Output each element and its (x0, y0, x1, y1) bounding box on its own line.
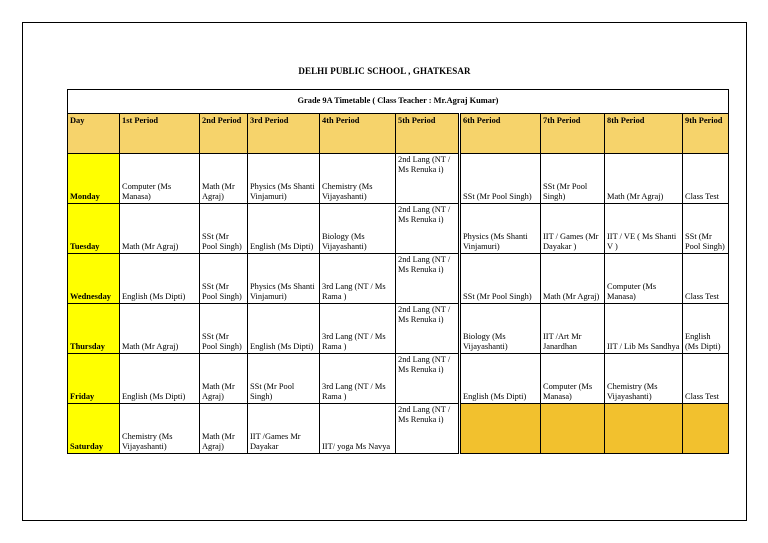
header-period-3: 3rd Period (248, 114, 320, 154)
period-cell: SSt (Mr Pool Singh) (200, 304, 248, 354)
period-cell: IIT / Lib Ms Sandhya (605, 304, 683, 354)
period-cell (683, 404, 729, 454)
period-cell: Math (Mr Agraj) (200, 404, 248, 454)
day-label: Tuesday (68, 204, 120, 254)
period-cell: Class Test (683, 154, 729, 204)
day-row-friday (68, 354, 729, 404)
period-cell: SSt (Mr Pool Singh) (200, 204, 248, 254)
period-cell: 3rd Lang (NT / Ms Rama ) (320, 254, 396, 304)
period-cell: IIT / VE ( Ms Shanti V ) (605, 204, 683, 254)
period-cell: SSt (Mr Pool Singh) (683, 204, 729, 254)
day-row-tuesday (68, 204, 729, 254)
period-cell: Physics (Ms Shanti Vinjamuri) (248, 154, 320, 204)
period-cell: 3rd Lang (NT / Ms Rama ) (320, 354, 396, 404)
period-cell: Math (Mr Agraj) (120, 304, 200, 354)
period-cell: Biology (Ms Vijayashanti) (320, 204, 396, 254)
day-row-monday (68, 154, 729, 204)
period-cell: Chemistry (Ms Vijayashanti) (605, 354, 683, 404)
period-cell: English (Ms Dipti) (248, 304, 320, 354)
day-label: Saturday (68, 404, 120, 454)
period-cell: 2nd Lang (NT / Ms Renuka i) (396, 204, 460, 254)
period-cell: English (Ms Dipti) (248, 204, 320, 254)
timetable (67, 89, 729, 454)
period-cell (541, 404, 605, 454)
period-cell: Chemistry (Ms Vijayashanti) (120, 404, 200, 454)
timetable-caption: Grade 9A Timetable ( Class Teacher : Mr.Agraj Kumar) (68, 90, 729, 114)
period-cell: SSt (Mr Pool Singh) (460, 254, 541, 304)
day-label: Thursday (68, 304, 120, 354)
period-cell: English (Ms Dipti) (120, 354, 200, 404)
day-row-wednesday (68, 254, 729, 304)
period-cell: SSt (Mr Pool Singh) (541, 154, 605, 204)
day-label: Friday (68, 354, 120, 404)
header-row (68, 114, 729, 154)
school-title: DELHI PUBLIC SCHOOL , GHATKESAR (298, 66, 471, 76)
period-cell: Computer (Ms Manasa) (120, 154, 200, 204)
header-period-2: 2nd Period (200, 114, 248, 154)
header-period-9: 9th Period (683, 114, 729, 154)
period-cell: IIT /Games Mr Dayakar (248, 404, 320, 454)
period-cell: English (Ms Dipti) (120, 254, 200, 304)
period-cell: Class Test (683, 354, 729, 404)
period-cell: IIT /Art Mr Janardhan (541, 304, 605, 354)
period-cell: IIT/ yoga Ms Navya (320, 404, 396, 454)
day-label: Wednesday (68, 254, 120, 304)
period-cell (605, 404, 683, 454)
day-row-saturday (68, 404, 729, 454)
header-day: Day (68, 114, 120, 154)
period-cell: IIT / Games (Mr Dayakar ) (541, 204, 605, 254)
period-cell: Computer (Ms Manasa) (605, 254, 683, 304)
period-cell: Computer (Ms Manasa) (541, 354, 605, 404)
period-cell: Math (Mr Agraj) (200, 154, 248, 204)
period-cell: Physics (Ms Shanti Vinjamuri) (248, 254, 320, 304)
period-cell: Biology (Ms Vijayashanti) (460, 304, 541, 354)
period-cell: 2nd Lang (NT / Ms Renuka i) (396, 304, 460, 354)
header-period-4: 4th Period (320, 114, 396, 154)
period-cell: SSt (Mr Pool Singh) (460, 154, 541, 204)
period-cell (460, 404, 541, 454)
period-cell: 3rd Lang (NT / Ms Rama ) (320, 304, 396, 354)
period-cell: English (Ms Dipti) (460, 354, 541, 404)
period-cell: Math (Mr Agraj) (200, 354, 248, 404)
period-cell: Physics (Ms Shanti Vinjamuri) (460, 204, 541, 254)
period-cell: 2nd Lang (NT / Ms Renuka i) (396, 354, 460, 404)
period-cell: English (Ms Dipti) (683, 304, 729, 354)
period-cell: Chemistry (Ms Vijayashanti) (320, 154, 396, 204)
header-period-7: 7th Period (541, 114, 605, 154)
period-cell: SSt (Mr Pool Singh) (248, 354, 320, 404)
period-cell: Math (Mr Agraj) (541, 254, 605, 304)
header-period-6: 6th Period (460, 114, 541, 154)
header-period-1: 1st Period (120, 114, 200, 154)
period-cell: 2nd Lang (NT / Ms Renuka i) (396, 404, 460, 454)
period-cell: Math (Mr Agraj) (605, 154, 683, 204)
header-period-8: 8th Period (605, 114, 683, 154)
period-cell: Math (Mr Agraj) (120, 204, 200, 254)
period-cell: 2nd Lang (NT / Ms Renuka i) (396, 254, 460, 304)
period-cell: Class Test (683, 254, 729, 304)
day-label: Monday (68, 154, 120, 204)
day-row-thursday (68, 304, 729, 354)
period-cell: SSt (Mr Pool Singh) (200, 254, 248, 304)
header-period-5: 5th Period (396, 114, 460, 154)
period-cell: 2nd Lang (NT / Ms Renuka i) (396, 154, 460, 204)
